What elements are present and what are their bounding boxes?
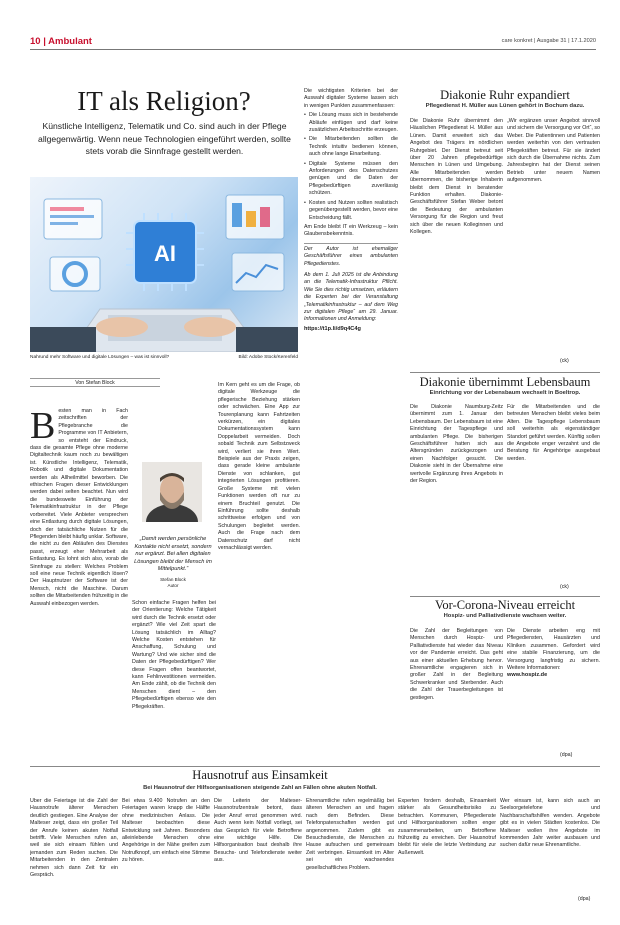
sidebar-1-title: Diakonie Ruhr expandiert — [440, 88, 570, 102]
article-title: IT als Religion? — [77, 86, 251, 116]
article-photo — [30, 177, 298, 352]
sidebar-2-subtitle: Einrichtung vor der Lebensbaum wechselt in Boeltrop. — [429, 390, 581, 396]
list-item: • Die Lösung muss sich in bestehende Abläufe einfügen und darf keine zusätzlichen Arbeitsschritte erzeugen. — [304, 112, 398, 134]
page-section: 10 | Ambulant — [30, 36, 92, 47]
quote-attribution — [132, 577, 214, 588]
event-link[interactable]: https://t1p.li/d9q4C4g — [304, 325, 361, 332]
caption-text: Nahrund mehr Software und digitale Lösungen – was ist sinnvoll? — [30, 355, 170, 360]
sidebar-3-credit: (dpa) — [560, 752, 573, 758]
article-column-3: Im Kern geht es um die Frage, ob digitale Werkzeuge die pflegerische Beziehung stärken oder schwächen. Eine App zur Tourenplanung kann Fahrtzeiten verkürzen, ein digitales Dokumentationssystem kann Doppelarbeit vermeiden. Doch sobald Technik zum Selbstzweck wird, verliert sie ihren Wert. Beispiele aus der Praxis zeigen, dass gerade kleine ambulante Dienste von schlanken, gut integrierten Lösungen profitieren. Große Systeme mit vielen Funktionen werden oft nur zu einem Bruchteil genutzt. Die Einführung sollte deshalb schrittweise erfolgen und von Schulungen begleitet werden. Auch die Frage nach dem Datenschutz darf nicht vernachlässigt werden. — [218, 382, 300, 551]
divider — [410, 372, 600, 373]
issue-info: care konkret | Ausgabe 31 | 17.1.2020 — [501, 38, 596, 44]
sidebar-3-column-1: Die Zahl der Begleitungen von Menschen durch Hospiz- und Palliativdienste hat wieder das Niveau vor der Pandemie erreicht. Das geht aus einer aktuellen Erhebung hervor. Ehrenamtliche engagieren sich in großer Zahl in der Begleitung Schwerkranker und Sterbender. Auch die Zahl der Trauerbegleitungen ist gestiegen. — [410, 628, 503, 701]
photo-credit: Bild: Adobe Stock/Kerenfeld — [238, 355, 298, 360]
bottom-column-6: Wer einsam ist, kann sich auch an Seelsorgetelefone und Nachbarschaftshilfen wenden. Angebote gibt es in vielen Städten kostenlos. Die Malteser wollen ihre Angebote im kommenden Jahr weiter ausbauen und suchen dafür neue Ehrenamtliche. — [500, 798, 600, 849]
byline: Von Stefan Block — [30, 378, 160, 387]
author-portrait — [142, 462, 202, 522]
bottom-column-2: Bei etwa 9.400 Notrufen an den Feiertagen waren knapp die Hälfte ohne medizinischen Anlass. Die Malteser beobachten diese Entwicklung seit Jahren. Besonders alleinlebende Menschen ohne Angehörige in der Nähe greifen zum Notrufknopf, um einfach eine Stimme zu hören. — [122, 798, 210, 864]
criteria-list — [304, 112, 398, 222]
article-deck: Künstliche Intelligenz, Telematik und Co. sind auch in der Pflege allgegenwärtig. Wenn neue Technologien eingeführt werden, sollte stets vorab die Sinnfrage gestellt werden. — [38, 121, 291, 156]
divider — [410, 596, 600, 597]
sidebar-3-text: Die Dienste arbeiten eng mit Pflegediensten, Hausärzten und Kliniken zusammen. Gefordert wird eine stabile Finanzierung, um die Versorgung langfristig zu sichern. Weitere Informationen: — [507, 628, 600, 672]
quote-author-role: Autor — [167, 582, 179, 588]
column-4-intro: Die wichtigsten Kriterien bei der Auswahl digitaler Systeme lassen sich in wenigen Punkten zusammenfassen: — [304, 88, 398, 109]
photo-caption — [30, 355, 298, 360]
bottom-column-1: Über die Feiertage ist die Zahl der Hausnotrufe älterer Menschen deutlich gestiegen. Eine Analyse der Malteser zeigt, dass ein großer Teil der Anrufe keinen akuten Notfall betrifft. Viele Menschen rufen an, weil sie sich einsam fühlen und jemanden zum Reden suchen. Die Mitarbeitenden in den Zentralen nehmen sich dann Zeit für ein Gespräch. — [30, 798, 118, 879]
ai-illustration — [30, 177, 298, 352]
pull-quote — [132, 536, 214, 588]
article-column-4 — [304, 88, 398, 763]
page-header — [30, 36, 596, 50]
divider — [30, 766, 600, 767]
sidebar-3-title: Vor-Corona-Niveau erreicht — [434, 598, 576, 612]
sidebar-1-column-1: Die Diakonie Ruhr übernimmt den Häuslichen Pflegedienst H. Müller aus Lünen. Damit erweitert sich das Angebot des Trägers im nördlichen Ruhrgebiet. Der Dienst betreut seit über 20 Jahren pflegebedürftige Menschen in Lünen und Umgebung. Alle Mitarbeitenden werden übernommen, die bisherige Inhaberin bleibt dem Dienst in beratender Funktion erhalten. Diakonie-Geschäftsführer Stefan Weber betont die Bedeutung der ambulanten Versorgung für die Region und freut sich über die neuen Kolleginnen und Kollegen. — [410, 118, 503, 236]
list-item: • Die Mitarbeitenden sollten die Technik intuitiv bedienen können, auch ohne lange Einarbeitung. — [304, 136, 398, 158]
bottom-article-credit: (dpa) — [578, 896, 591, 902]
sidebar-3-column-2 — [507, 628, 600, 748]
sidebar-2-column-2: Für die Mitarbeitenden und die betreuten Menschen bleibt vieles beim Alten. Die Tagespflege Lebensbaum soll weiterhin als eigenständiger Standort geführt werden. Künftig sollen die Angebote enger verzahnt und die Beratung für Angehörige ausgebaut werden. — [507, 404, 600, 462]
sidebar-2-column-1: Die Diakonie Naumburg-Zeitz übernimmt zum 1. Januar den Lebensbaum. Der Lebensbaum ist eine Einrichtung der Tagespflege und ambulanten Pflege. Die bisherigen Geschäftsführer hatten sich aus Altersgründen zurückgezogen und einen Nachfolger gesucht. Die Diakonie sieht in der Übernahme eine wertvolle Ergänzung ihres Angebots in der Region. — [410, 404, 503, 485]
sidebar-2-title: Diakonie übernimmt Lebensbaum — [419, 375, 591, 389]
list-item: • Kosten und Nutzen sollten realistisch gegenübergestellt werden, bevor eine Entscheidung fällt. — [304, 200, 398, 222]
bottom-column-4: Ehrenamtliche rufen regelmäßig bei älteren Menschen an und fragen nach dem Befinden. Diese Telefonpatenschaften werden gut angenommen. Zudem gibt es Besuchsdienste, die Menschen zu Hause aufsuchen und gemeinsam Zeit verbringen. Einsamkeit im Alter sei ein wachsendes gesellschaftliches Problem. — [306, 798, 394, 871]
bottom-column-3: Die Leiterin der Malteser-Hausnotrufzentrale betont, dass jeder Anruf ernst genommen wird. Auch wenn kein Notfall vorliegt, sei das Gespräch für viele Betroffene eine wichtige Hilfe. Die Hilfsorganisation baut deshalb ihre Besuchs- und Telefondienste weiter aus. — [214, 798, 302, 864]
column-4-outro: Am Ende bleibt IT ein Werkzeug – kein Glaubensbekenntnis. — [304, 223, 398, 238]
sidebar-2-credit: (ck) — [560, 584, 569, 590]
bottom-column-5: Experten fordern deshalb, Einsamkeit stärker als Gesundheitsrisiko zu betrachten. Kommunen, Pflegedienste und Hilfsorganisationen sollten enger zusammenarbeiten, um Betroffene frühzeitig zu erreichen. Der Hausnotruf bleibt für viele die letzte Verbindung zur Außenwelt. — [398, 798, 496, 856]
sidebar-1-subtitle: Pflegedienst H. Müller aus Lünen gehört in Bochum dazu. — [425, 103, 585, 109]
sidebar-1-credit: (ck) — [560, 358, 569, 364]
column-1-text: esten man in Fach zeitschriften der Pflegebranche die Programme von IT Anbietern, so entsteht der Eindruck, dass die gesamte Pflege ohne moderne Digitaltechnik kaum noch zu bewältigen ist. Künstliche Intelligenz, Telematik, Robotik und digitale Dokumentation werden als Allheilmittel beworben. Die ethischen Fragen dieser Entwicklungen werden dabei selten beachtet. Nun wird die bundesweite Einführung der Telematikinfrastruktur in der Pflege vorbereitet. Viele Anbieter versprechen eine Entlastung durch digitale Lösungen, doch der tatsächliche Nutzen für die Pflegenden bleibt häufig unklar. Software, die nicht zu den Abläufen des Dienstes passt, erzeugt eher Mehrarbeit als Entlastung. Es lohnt sich also, vorab die Sinnfrage zu stellen: Welches Problem soll eine neue Technik eigentlich lösen? Der Hauptnutzer der Software ist der Mensch, nicht die Maschine. Darum sollten die Mitarbeitenden frühzeitig in die Auswahl einbezogen werden. — [30, 408, 128, 607]
article-column-2: Schon einfache Fragen helfen bei der Orientierung: Welche Tätigkeit wird durch die Technik ersetzt oder ergänzt? Wie viel Zeit spart die Lösung tatsächlich im Alltag? Welche Kosten entstehen für Anschaffung, Schulung und Wartung? Und wie sicher sind die Daten der Pflegebedürftigen? Wer diese Fragen offen beantwortet, kann Fehlinvestitionen vermeiden. Am Ende zählt, ob die Technik den Menschen dient – den Pflegebedürftigen ebenso wie den Pflegekräften. — [132, 600, 216, 710]
quote-author: Stefan Block — [160, 576, 186, 582]
bottom-article-title: Hausnotruf aus Einsamkeit — [192, 768, 328, 782]
sidebar-1-column-2: „Wir ergänzen unser Angebot sinnvoll und sichern die Versorgung vor Ort“, so Weber. Die Patientinnen und Patienten werden weiterhin von den vertrauten Pflegekräften betreut. Für sie ändert sich durch die Übernahme nichts. Zum Jahresbeginn hat der Dienst seinen Betrieb unter neuem Namen aufgenommen. — [507, 118, 600, 184]
list-item: • Digitale Systeme müssen den Anforderungen des Datenschutzes genügen und die Daten der Pflegebedürftigen zuverlässig schützen. — [304, 161, 398, 198]
sidebar-3-link[interactable]: www.hospiz.de — [507, 672, 548, 679]
dropcap: B — [30, 408, 56, 447]
ai-chip-label: AI — [154, 241, 176, 266]
sidebar-3-subtitle: Hospiz- und Palliativdienste wachsen weiter. — [443, 613, 567, 619]
bottom-article-subtitle: Bei Hausnotruf der Hilfsorganisationen steigende Zahl an Fällen ohne akuten Notfall. — [143, 785, 377, 791]
event-note: Ab dem 1. Juli 2025 ist die Anbindung an die Telematik-Infrastruktur Pflicht. Wie Sie dies richtig umsetzen, erläutern die Experten bei der Veranstaltung „Telematikinfrastruktur – auf dem Weg zur digitalen Pflege“ am 29. Januar. Informationen und Anmeldung: — [304, 271, 398, 323]
author-note: Der Autor ist ehemaliger Geschäftsführer eines ambulanten Pflegedienstes. — [304, 243, 398, 268]
quote-text: „Damit werden persönliche Kontakte nicht ersetzt, sondern nur ergänzt. Bei allen digitalen Lösungen bleibt der Mensch im Mittelpunkt.“ — [134, 536, 212, 573]
article-column-1 — [30, 408, 128, 763]
